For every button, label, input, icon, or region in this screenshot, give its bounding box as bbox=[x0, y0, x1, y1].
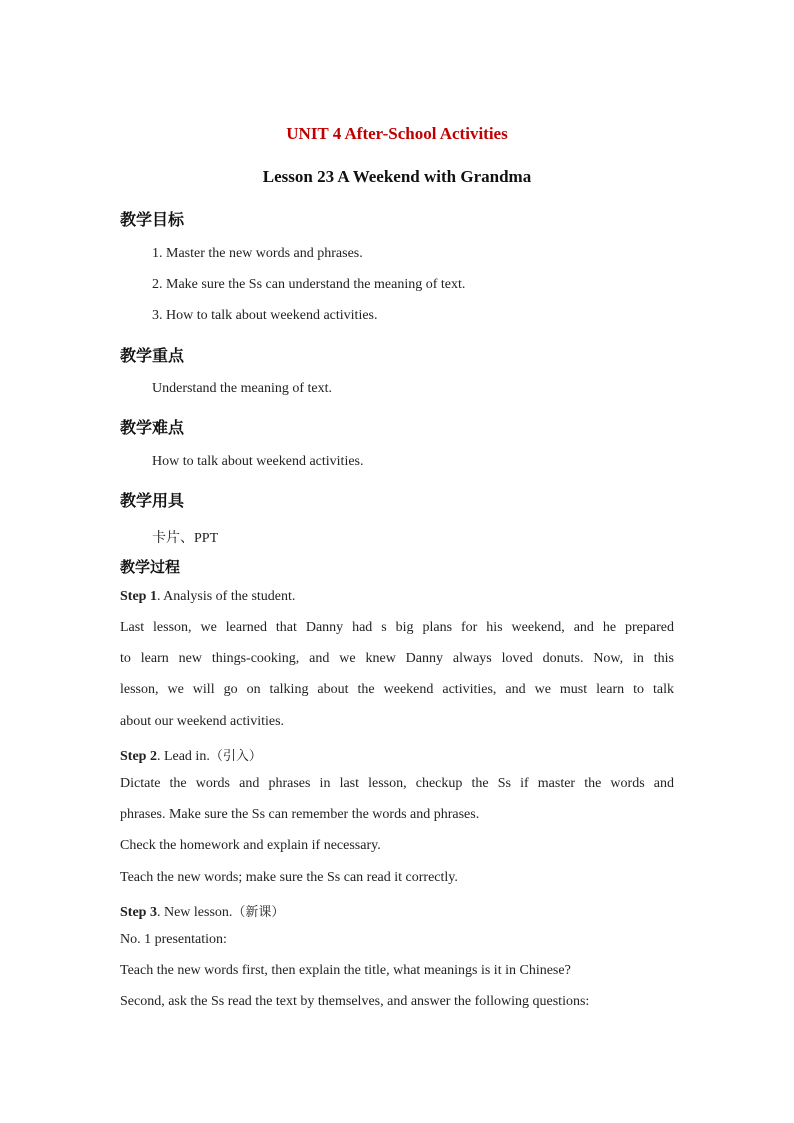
step1-paragraph-line: about our weekend activities. bbox=[120, 714, 285, 729]
objective-item: 1. Master the new words and phrases. bbox=[152, 246, 363, 261]
step2-label: Step 2 bbox=[120, 749, 157, 764]
heading-tools: 教学用具 bbox=[120, 491, 185, 510]
heading-objectives: 教学目标 bbox=[120, 210, 185, 229]
step3-paragraph-line: Second, ask the Ss read the text by themselves, and answer the following questions: bbox=[120, 994, 590, 1009]
step2-paragraph-line: Teach the new words; make sure the Ss can read it correctly. bbox=[120, 870, 458, 885]
step1-label: Step 1 bbox=[120, 589, 157, 604]
unit-title: UNIT 4 After-School Activities bbox=[286, 124, 508, 143]
objective-item: 3. How to talk about weekend activities. bbox=[152, 308, 378, 323]
step3-header bbox=[120, 901, 674, 921]
tools-text: 卡片、PPT bbox=[152, 531, 219, 546]
step3-paragraph-line: Teach the new words first, then explain the title, what meanings is it in Chinese? bbox=[120, 963, 571, 978]
objective-item: 2. Make sure the Ss can understand the meaning of text. bbox=[152, 277, 466, 292]
difficulties-text: How to talk about weekend activities. bbox=[152, 454, 364, 469]
step3-note: （新课） bbox=[232, 905, 285, 920]
step2-note: （引入） bbox=[209, 749, 262, 764]
step1-paragraph-line: to learn new things-cooking, and we knew Danny always loved donuts. Now, in this bbox=[120, 651, 674, 666]
key-points-text: Understand the meaning of text. bbox=[152, 381, 333, 396]
step2-paragraph-line: phrases. Make sure the Ss can remember the words and phrases. bbox=[120, 807, 480, 822]
heading-difficulties: 教学难点 bbox=[120, 418, 185, 437]
step3-paragraph-line: No. 1 presentation: bbox=[120, 932, 227, 947]
step1-paragraph-line: lesson, we will go on talking about the weekend activities, and we must learn to talk bbox=[120, 682, 674, 697]
step1-header bbox=[120, 589, 674, 605]
step3-label: Step 3 bbox=[120, 905, 157, 920]
step3-title: . New lesson. bbox=[156, 905, 233, 920]
step2-paragraph-line: Dictate the words and phrases in last lesson, checkup the Ss if master the words and bbox=[120, 776, 674, 791]
heading-key-points: 教学重点 bbox=[120, 346, 185, 365]
lesson-title: Lesson 23 A Weekend with Grandma bbox=[262, 167, 532, 186]
step2-title: . Lead in. bbox=[156, 749, 210, 764]
step1-paragraph-line: Last lesson, we learned that Danny had s big plans for his weekend, and he prepared bbox=[120, 620, 674, 635]
step2-header bbox=[120, 745, 674, 765]
step2-paragraph-line: Check the homework and explain if necessary. bbox=[120, 838, 381, 853]
step1-title: . Analysis of the student. bbox=[156, 589, 296, 604]
heading-process: 教学过程 bbox=[120, 558, 181, 576]
